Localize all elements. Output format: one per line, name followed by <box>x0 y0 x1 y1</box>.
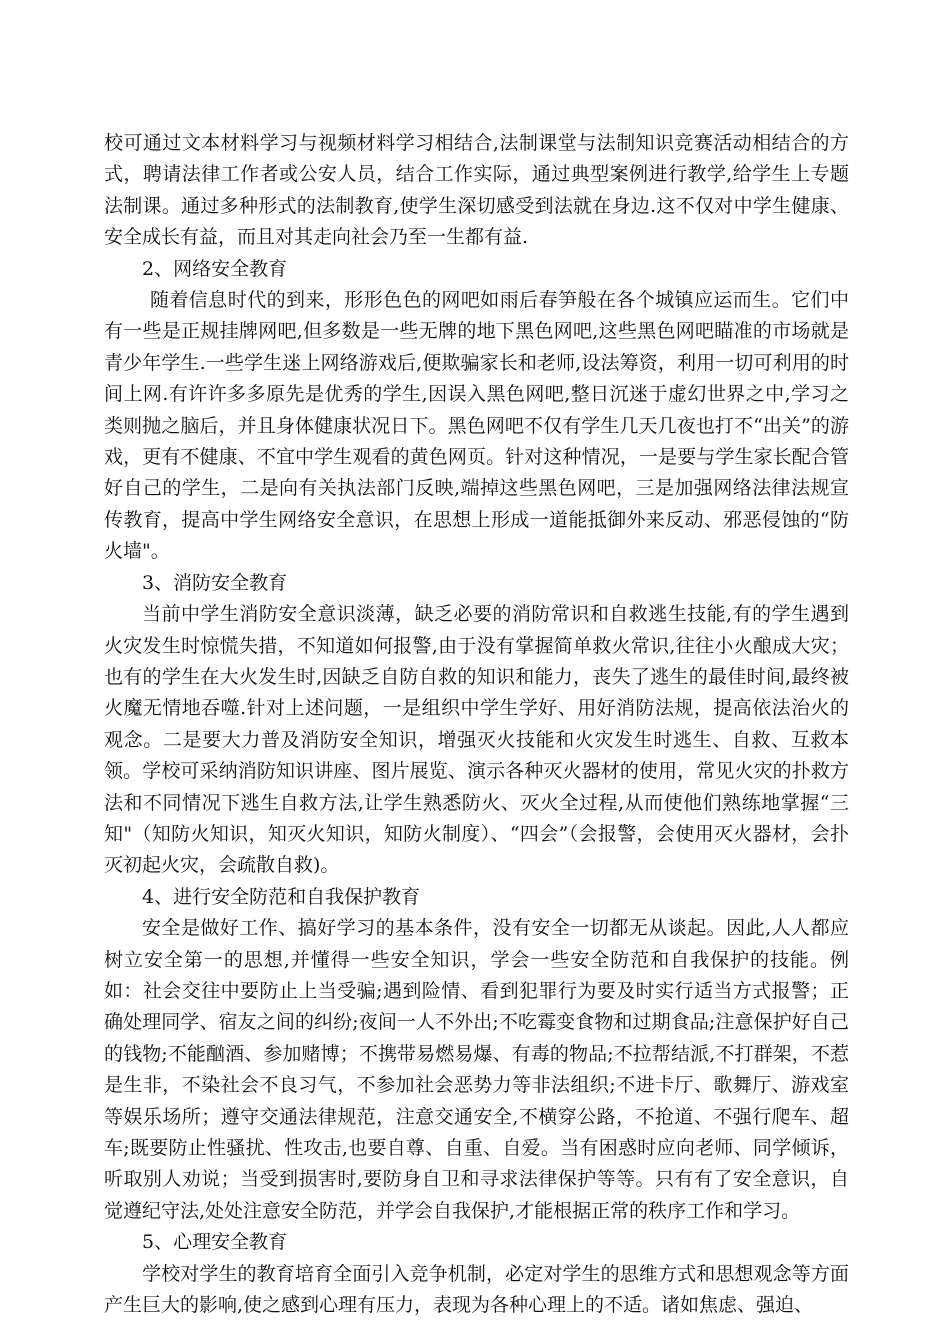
paragraph-network-safety: 随着信息时代的到来，形形色色的网吧如雨后春笋般在各个城镇应运而生。它们中有一些是正规挂牌网吧,但多数是一些无牌的地下黑色网吧,这些黑色网吧瞄准的市场就是青少年学生.一些学生迷上网络游戏后,便欺骗家长和老师,设法筹资，利用一切可利用的时间上网.有许许多多原先是优秀的学生,因误入黑色网吧,整日沉迷于虚幻世界之中,学习之类则抛之脑后，并且身体健康状况日下。黑色网吧不仅有学生几天几夜也打不“出关”的游戏，更有不健康、不宜中学生观看的黄色网页。针对这种情况，一是要与学生家长配合管好自己的学生，二是向有关执法部门反映,端掉这些黑色网吧，三是加强网络法律法规宣传教育，提高中学生网络安全意识，在思想上形成一道能抵御外来反动、邪恶侵蚀的“防火墙"。 <box>104 289 849 563</box>
paragraph-self-protection: 安全是做好工作、搞好学习的基本条件，没有安全一切都无从谈起。因此,人人都应树立安全第一的思想,并懂得一些安全知识，学会一些安全防范和自我保护的技能。例如：社会交往中要防止上当受骗;遇到险情、看到犯罪行为要及时实行适当方式报警；正确处理同学、宿友之间的纠纷;夜间一人不外出;不吃霉变食物和过期食品;注意保护好自己的钱物;不能酗酒、参加赌博；不携带易燃易爆、有毒的物品;不拉帮结派,不打群架，不惹是生非，不染社会不良习气，不参加社会恶势力等非法组织;不进卡厅、歌舞厅、游戏室等娱乐场所；遵守交通法律规范，注意交通安全,不横穿公路，不抢道、不强行爬车、超车;既要防止性骚扰、性攻击,也要自尊、自重、自爱。当有困惑时应向老师、同学倾诉，听取别人劝说；当受到损害时,要防身自卫和寻求法律保护等等。只有有了安全意识，自觉遵纪守法,处处注意安全防范，并学会自我保护,才能根据正常的秩序工作和学习。 <box>104 917 849 1222</box>
paragraph-psychological-safety: 学校对学生的教育培育全面引入竞争机制，必定对学生的思维方式和思想观念等方面产生巨大的影响,使之感到心理有压力，表现为各种心理上的不适。诸如焦虑、强迫、 <box>104 1262 849 1317</box>
heading-fire-safety: 3、消防安全教育 <box>142 571 288 594</box>
document-page <box>104 128 849 1321</box>
heading-self-protection: 4、进行安全防范和自我保护教育 <box>142 885 421 908</box>
heading-psychological-safety: 5、心理安全教育 <box>142 1231 288 1254</box>
paragraph-law-education-end: 校可通过文本材料学习与视频材料学习相结合,法制课堂与法制知识竞赛活动相结合的方式，聘请法律工作者或公安人员，结合工作实际，通过典型案例进行教学,给学生上专题法制课。通过多种形式的法制教育,使学生深切感受到法就在身边.这不仅对中学生健康、安全成长有益，而且对其走向社会乃至一生都有益. <box>104 132 849 249</box>
heading-network-safety: 2、网络安全教育 <box>142 257 288 280</box>
paragraph-fire-safety: 当前中学生消防安全意识淡薄，缺乏必要的消防常识和自救逃生技能,有的学生遇到火灾发生时惊慌失措，不知道如何报警,由于没有掌握简单救火常识,往往小火酿成大灾；也有的学生在大火发生时,因缺乏自防自救的知识和能力，丧失了逃生的最佳时间,最终被火魔无情地吞噬.针对上述问题，一是组织中学生学好、用好消防法规，提高依法治火的观念。二是要大力普及消防安全知识，增强灭火技能和火灾发生时逃生、自救、互救本领。学校可采纳消防知识讲座、图片展览、演示各种灭火器材的使用，常见火灾的扑救方法和不同情况下逃生自救方法,让学生熟悉防火、灭火全过程,从而使他们熟练地掌握“三知"（知防火知识，知灭火知识，知防火制度）、“四会”（会报警，会使用灭火器材，会扑灭初起火灾，会疏散自救)。 <box>104 603 849 877</box>
